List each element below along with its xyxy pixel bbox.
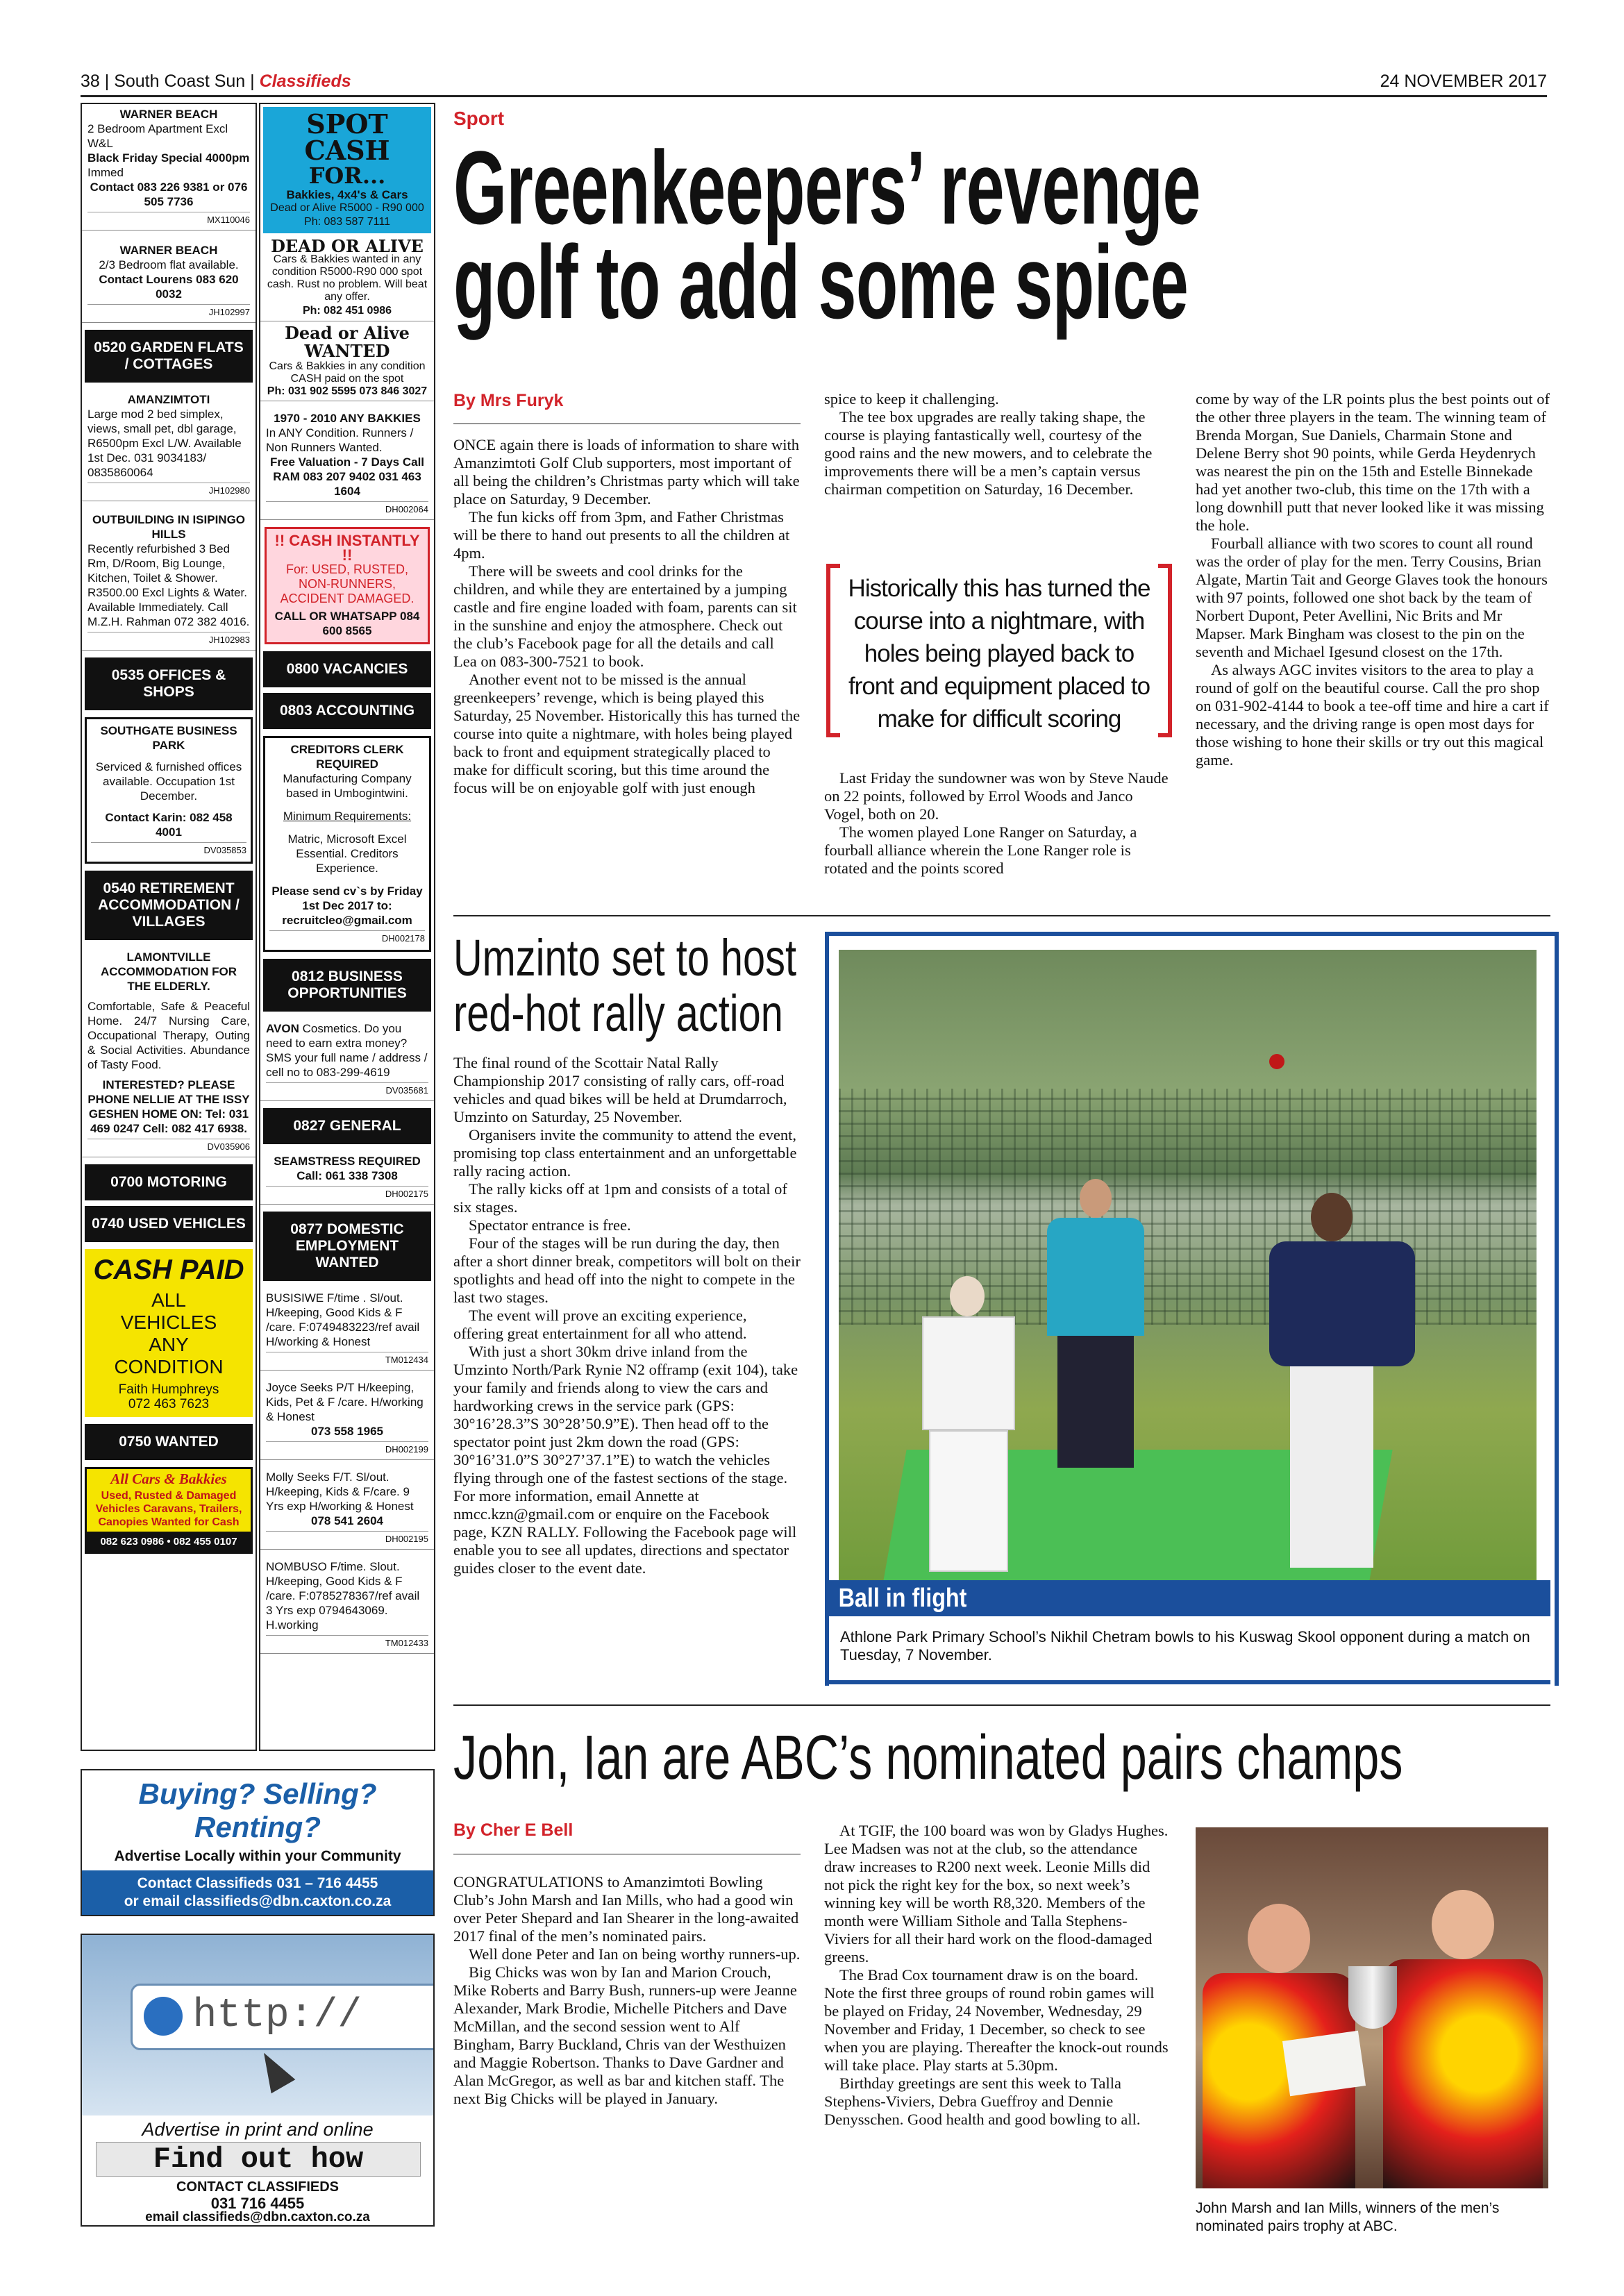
- ad-seamstress: SEAMSTRESS REQUIRED Call: 061 338 7308 DH002175: [260, 1151, 434, 1205]
- page-header: [81, 72, 1547, 92]
- ad-amanzimtoti: AMANZIMTOTI Large mod 2 bed simplex, views, small pet, dbl garage, R6500pm Excl L/W. Available 1st Dec. 031 9034183/ 0835860064 JH102980: [82, 389, 256, 501]
- trophy-icon: [1348, 1966, 1397, 2029]
- globe-icon: [144, 1997, 183, 2036]
- cricket-ball: [1269, 1054, 1284, 1069]
- page-folio: 38 | South Coast Sun |: [81, 72, 255, 91]
- ad-cash-paid: CASH PAID ALL VEHICLES ANY CONDITION Faith Humphreys 072 463 7623: [85, 1249, 253, 1417]
- bowls-photo: [1196, 1827, 1548, 2188]
- promo-buying-selling: Buying? Selling? Renting? Advertise Locally within your Community Contact Classifieds 031 – 716 4455 or email classifieds@dbn.caxton.co.za: [81, 1769, 435, 1916]
- article1-headline: Greenkeepers’ revenge golf to add some spice: [453, 129, 1200, 340]
- section-divider: [453, 915, 1550, 916]
- ad-molly: Molly Seeks F/T. Sl/out. H/keeping, Kids & F/care. 9 Yrs exp H/working & Honest 078 541 2604 DH002195: [260, 1460, 434, 1550]
- pull-quote-corner: [826, 733, 840, 737]
- section-0800: 0800 VACANCIES: [265, 653, 430, 686]
- batsman-figure: [915, 1276, 1019, 1575]
- ad-all-cars-bakkies: All Cars & Bakkies Used, Rusted & Damaged Vehicles Caravans, Trailers, Canopies Wanted for Cash 082 623 0986 • 082 455 0107: [85, 1467, 253, 1554]
- article3-column-1: CONGRATULATIONS to Amanzimtoti Bowling Club’s John Marsh and Ian Mills, who had a good win over Peter Shepard and Ian Shearer in the long-awaited 2017 final of the men’s nominated pairs. Well done Peter and Ian on being worthy runners-up. Big Chicks was won by Ian and Marion Crouch, Mike Roberts and Barry Bush, runners-up were Jeanne Alexander, Mark Brodie, Michelle Pitchers and Dave McMillan, and the second session went to Alf Bingham, Barry Buckland, Chris van der Westhuizen and Maggie Robertson. Thanks to Dave Gardner and Alan McGregor, as well as bar and kitchen staff. The next Big Chicks will be played in January.: [453, 1873, 801, 2107]
- promo-contact-band: Contact Classifieds 031 – 716 4455 or email classifieds@dbn.caxton.co.za: [82, 1870, 433, 1915]
- article1-column-2b: Last Friday the sundowner was won by Steve Naude on 22 points, followed by Errol Woods and Janco Vogel, both on 20. The women played Lone Ranger on Saturday, a fourball alliance wherein the Lone Ranger role is rotated and the points scored: [824, 769, 1169, 877]
- umpire-figure: [1047, 1179, 1144, 1470]
- ad-nombuso: NOMBUSO F/time. Slout. H/keeping, Good Kids & F /care. F:0785278367/ref avail 3 Yrs exp 0794643069. H.working TM012433: [260, 1550, 434, 1654]
- photo1-caption-underline: [825, 1680, 1550, 1684]
- ad-dead-or-alive-wanted: Dead or Alive WANTED Cars & Bakkies in any condition CASH paid on the spot Ph: 031 902 5595 073 846 3027: [260, 321, 434, 401]
- url-bar: http://: [131, 1984, 435, 2050]
- section-0700: 0700 MOTORING: [86, 1166, 251, 1199]
- ad-lamontville: LAMONTVILLE ACCOMMODATION FOR THE ELDERLY. Comfortable, Safe & Peaceful Home. 24/7 Nursing Care, Occupational Therapy, Outing & Social Activities. Abundance of Tasty Food. INTERESTED? PLEASE PHONE NELLIE AT THE ISSY GESHEN HOME ON: Tel: 031 469 0247 Cell: 082 417 6938. DV035906: [82, 947, 256, 1157]
- photo1-caption: Athlone Park Primary School’s Nikhil Chetram bowls to his Kuswag Skool opponent during a match on Tuesday, 7 November.: [840, 1628, 1530, 1664]
- article2-body: The final round of the Scottair Natal Rally Championship 2017 consisting of rally cars, off-road vehicles and quad bikes will be held at Drumdarroch, Umzinto on Saturday, 25 November. Organisers invite the community to attend the event, promising top class entertainment and an unforgettable rally racing action. The rally kicks off at 1pm and consists of a total of six stages. Spectator entrance is free. Four of the stages will be run during the day, then after a short dinner break, competitors will bolt on their spotlights and head off into the night to compete in the last two stages. The event will prove an exciting experience, offering great entertainment for all who attend. With just a short 30km drive inland from the Umzinto North/Park Rynie N2 offramp (exit 104), take your family and friends along to view the cars and hardworking crews in the service park (GPS: 30°16’28.3”S 30°28’50.9”E). Then head off to the spectator point just 2km down the road (GPS: 30°16’31.0”S 30°27’37.1”E) to watch the vehicles flying through one of the fastest sections of the stage. For more information, email Annette at nmcc.kzn@gmail.com or enquire on the Facebook page, KZN RALLY. Following the Facebook page will enable you to see all updates, directions and spectator guides closer to the event date.: [453, 1054, 801, 1577]
- article2-headline: Umzinto set to host red-hot rally action: [453, 929, 797, 1042]
- ad-busisiwe: BUSISIWE F/time . Sl/out. H/keeping, Good Kids & F /care. F:0749483223/ref avail H/working & Honest TM012434: [260, 1288, 434, 1371]
- section-0540: 0540 RETIREMENT ACCOMMODATION / VILLAGES: [86, 872, 251, 939]
- section-0803: 0803 ACCOUNTING: [265, 694, 430, 728]
- pull-quote-corner: [1158, 733, 1172, 737]
- issue-date: 24 NOVEMBER 2017: [1380, 72, 1547, 91]
- winner-right-figure: [1383, 1890, 1543, 2188]
- classifieds-column-2: [259, 103, 435, 1751]
- section-0750: 0750 WANTED: [86, 1425, 251, 1459]
- article1-column-1: ONCE again there is loads of information to share with Amanzimtoti Golf Club supporters, most important of all being the children’s Christmas party which will take place on Saturday, 9 December. The fun kicks off from 3pm, and Father Christmas will be there to hand out presents to all the children at 4pm. There will be sweets and cool drinks for the children, and while they are entertained by a jumping castle and fire engine loaded with foam, parents can sit in the sunshine and enjoy the atmosphere. Check out the club’s Facebook page for all the details and call Lea on 083-300-7521 to book. Another event not to be missed is the annual greenkeepers’ revenge, which is being played this Saturday, 25 November. Historically this has turned the course into quite a nightmare, with holes being played back to front and equipment strategically placed to make for difficult scoring, but this time around the focus will be on enjoyable golf with just enough: [453, 436, 801, 796]
- ad-warner-beach-1: WARNER BEACH 2 Bedroom Apartment Excl W&L Black Friday Special 4000pm Immed Contact 083 226 9381 or 076 505 7736 MX110046: [82, 104, 256, 231]
- section-name: Classifieds: [259, 72, 351, 91]
- section-0535: 0535 OFFICES & SHOPS: [86, 659, 251, 709]
- article1-column-2: spice to keep it challenging. The tee box upgrades are really taking shape, the course is playing fantastically well, courtesy of the good rains and the new mowers, and to celebrate the improvements there will be a men’s captain versus chairman competition on Saturday, 16 December.: [824, 390, 1153, 498]
- ad-southgate: SOUTHGATE BUSINESS PARK Serviced & furnished offices available. Occupation 1st December. Contact Karin: 082 458 4001 DV035853: [85, 717, 253, 864]
- section-0740: 0740 USED VEHICLES: [86, 1207, 251, 1241]
- classifieds-column-1: [81, 103, 257, 1751]
- ad-dead-or-alive: DEAD OR ALIVE Cars & Bakkies wanted in any condition R5000-R90 000 spot cash. Rust no problem. Will beat any offer. Ph: 082 451 0986: [260, 236, 434, 321]
- ad-outbuilding: OUTBUILDING IN ISIPINGO HILLS Recently refurbished 3 Bed Rm, D/Room, Big Lounge, Kitchen, Toilet & Shower. R3500.00 Excl Lights & Water. Available Immediately. Call M.Z.H. Rahman 072 382 4016. JH102983: [82, 501, 256, 651]
- ad-cash-instantly: !! CASH INSTANTLY !! For: USED, RUSTED, NON-RUNNERS, ACCIDENT DAMAGED. CALL OR WHATSAPP 084 600 8565: [265, 527, 430, 644]
- article1-byline: By Mrs Furyk: [453, 391, 564, 410]
- ad-creditors-clerk: CREDITORS CLERK REQUIRED Manufacturing Company based in Umbogintwini. Minimum Requirements: Matric, Microsoft Excel Essential. Creditors Experience. Please send cv`s by Friday 1st Dec 2017 to: recruitcleo@gmail.com DH002178: [263, 736, 431, 952]
- article3-column-2: At TGIF, the 100 board was won by Gladys Hughes. Lee Madsen was not at the club, so the attendance draw increases to R200 next week. Leonie Mills did not pick the right key for the box, so next week’s winning key will be worth R8,320. Members of the month were William Sithole and Talla Stephens-Viviers for all their hard work on the flood-damaged greens. The Brad Cox tournament draw is on the board. Note the first three groups of round robin games will be played on Friday, 24 November, Wednesday, 29 November and Friday, 1 December, so check to see when you are playing. Thereafter the knock-out rounds will take place. Play starts at 5.30pm. Birthday greetings are sent this week to Talla Stephens-Viviers, Debra Gueffroy and Dennie Denysschen. Good health and good bowling to all.: [824, 1822, 1169, 2128]
- pull-quote: Historically this has turned the course into a nightmare, with holes being played back to front and equipment placed to make for difficult scoring: [826, 564, 1172, 737]
- section-0812: 0812 BUSINESS OPPORTUNITIES: [265, 960, 430, 1010]
- pull-quote-corner: [1158, 564, 1172, 568]
- article3-headline: John, Ian are ABC’s nominated pairs champs: [453, 1723, 1403, 1793]
- promo-print-online: http:// Advertise in print and online Find out how CONTACT CLASSIFIEDS 031 716 4455 email classifieds@dbn.caxton.co.za: [81, 1934, 435, 2227]
- ad-any-bakkies: 1970 - 2010 ANY BAKKIES In ANY Condition. Runners / Non Runners Wanted. Free Valuation - 7 Days Call RAM 083 207 9402 031 463 1604 DH002064: [260, 401, 434, 520]
- section-0520: 0520 GARDEN FLATS / COTTAGES: [86, 331, 251, 381]
- ad-joyce: Joyce Seeks P/T H/keeping, Kids, Pet & F /care. H/working & Honest 073 558 1965 DH002199: [260, 1371, 434, 1460]
- section-0877: 0877 DOMESTIC EMPLOYMENT WANTED: [265, 1213, 430, 1280]
- article1-column-3: come by way of the LR points plus the best points out of the other three players in the team. The winning team of Brenda Morgan, Sue Daniels, Charmain Stone and Delene Berry shot 90 points, while Gerda Heydenrych was nearest the pin on the 15th and Estelle Binnekade had yet another two-club, this time on the 17th with a long downhill putt that never looked like it was missing the hole. Fourball alliance with two scores to count all round was the order of play for the men. Terry Cousins, Brian Algate, Martin Tait and George Glaves took the honours with 97 points, followed one shot back by the team of Norbert Dupont, Peter Avellini, Nic Brits and Mr Mapser. Mark Bingham was closest to the pin on the seventh and Michael Igesund closest on the 17th. As always AGC invites visitors to the area to play a round of golf on the beautiful course. Call the pro shop on 031-902-4144 to book a tee-off time and hire a cart if necessary, and the driving range is open most days for those wishing to hone their skills or try out this magical game.: [1196, 390, 1550, 769]
- ad-warner-beach-2: WARNER BEACH 2/3 Bedroom flat available. Contact Lourens 083 620 0032 JH102997: [82, 231, 256, 323]
- bowls-caption: John Marsh and Ian Mills, winners of the men’s nominated pairs trophy at ABC.: [1196, 2200, 1500, 2234]
- article3-byline: By Cher E Bell: [453, 1820, 574, 1840]
- bowler-figure: [1228, 1193, 1436, 1582]
- photo-title-bar: Ball in flight: [829, 1580, 1550, 1616]
- section-divider-2: [453, 1704, 1550, 1706]
- ad-avon: AVON Cosmetics. Do you need to earn extra money? SMS your full name / address / cell no to 083-299-4619 DV035681: [260, 1019, 434, 1101]
- section-kicker: Sport: [453, 108, 505, 129]
- cricket-photo: [839, 950, 1537, 1589]
- header-rule: [81, 95, 1547, 97]
- pull-quote-corner: [826, 564, 840, 568]
- certificate: [1282, 2031, 1366, 2097]
- ad-spot-cash: SPOT CASH FOR... Bakkies, 4x4's & Cars Dead or Alive R5000 - R90 000 Ph: 083 587 7111: [263, 107, 431, 233]
- section-0827: 0827 GENERAL: [265, 1109, 430, 1143]
